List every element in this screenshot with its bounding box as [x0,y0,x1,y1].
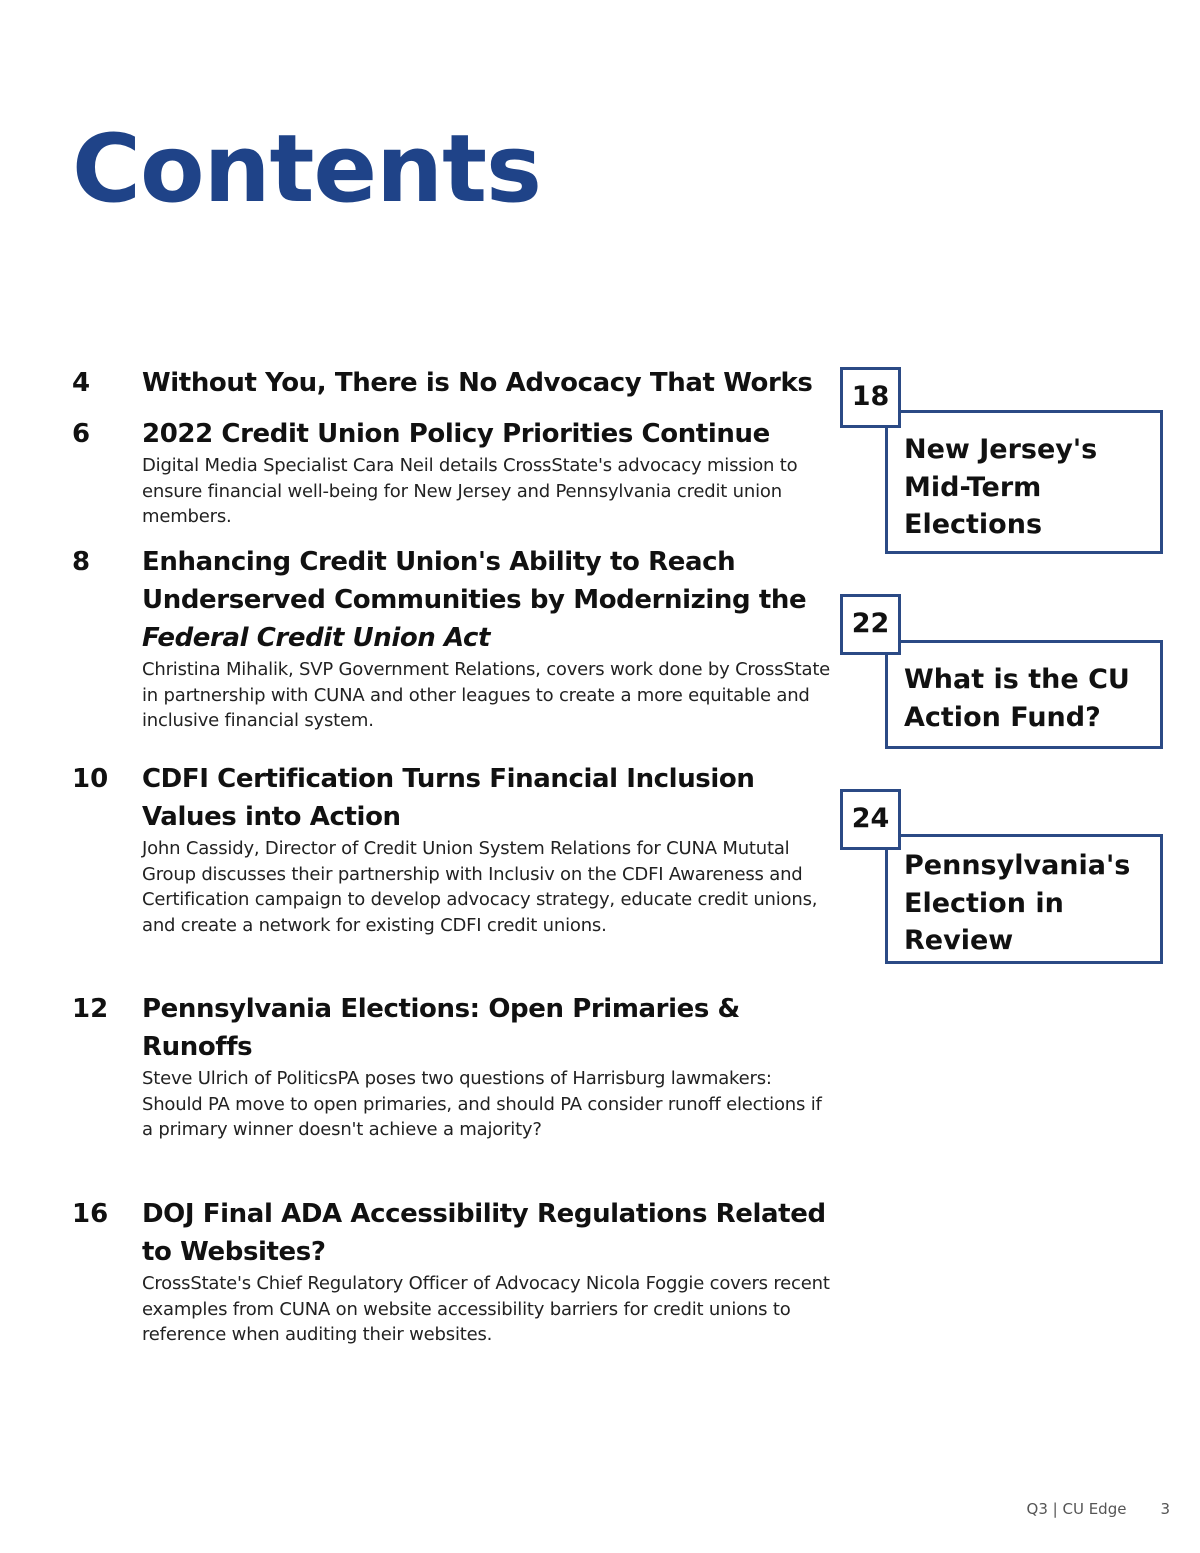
feature-title[interactable]: New Jersey's Mid-Term Elections [904,434,1098,540]
toc-entry-description: Digital Media Specialist Cara Neil details CrossState's advocacy mission to ensure financial well-being for New Jersey and Pennsylvania credit union members. [142,455,798,527]
toc-entry-description: Christina Mihalik, SVP Government Relations, covers work done by CrossState in partnership with CUNA and other leagues to create a more equitable and inclusive financial system. [142,659,831,731]
toc-page-number: 10 [72,764,109,794]
feature-box[interactable] [885,410,1163,554]
toc-entry-title-italic: Federal Credit Union Act [142,623,491,653]
feature-page-badge: 22 [840,594,901,655]
toc-entry-description: CrossState's Chief Regulatory Officer of Advocacy Nicola Foggie covers recent examples from CUNA on website accessibility barriers for credit unions to reference when auditing their websites. [142,1273,830,1345]
toc-entry[interactable] [72,1195,832,1348]
toc-entry[interactable] [72,990,832,1143]
toc-page-number: 6 [72,419,91,449]
toc-entry-title[interactable]: DOJ Final ADA Accessibility Regulations Related to Websites? [142,1199,826,1267]
page-title: Contents [72,115,541,224]
toc-entry-title[interactable]: Enhancing Credit Union's Ability to Reach Underserved Communities by Modernizing the Federal Credit Union Act [142,547,807,653]
toc-entry-title[interactable]: Without You, There is No Advocacy That Works [142,368,813,398]
page-footer [1027,1500,1170,1518]
toc-entry[interactable] [72,760,832,938]
toc-entry[interactable] [72,415,832,530]
feature-title[interactable]: Pennsylvania's Election in Review [904,850,1131,956]
toc-entry[interactable] [72,364,832,402]
toc-entry-title[interactable]: 2022 Credit Union Policy Priorities Continue [142,419,770,449]
feature-page-badge: 24 [840,789,901,850]
feature-page-badge: 18 [840,367,901,428]
feature-box[interactable] [885,834,1163,964]
toc-page-number: 4 [72,368,91,398]
toc-entry[interactable] [72,543,832,734]
toc-entry-description: Steve Ulrich of PoliticsPA poses two questions of Harrisburg lawmakers: Should PA move to open primaries, and should PA consider runoff elections if a primary winner doesn't achieve a majority? [142,1068,822,1140]
feature-box[interactable] [885,640,1163,749]
toc-entry-title[interactable]: Pennsylvania Elections: Open Primaries & Runoffs [142,994,740,1062]
toc-entry-title[interactable]: CDFI Certification Turns Financial Inclusion Values into Action [142,764,755,832]
footer-page-number: 3 [1160,1500,1170,1518]
toc-page-number: 12 [72,994,109,1024]
toc-page-number: 8 [72,547,91,577]
feature-title[interactable]: What is the CU Action Fund? [904,664,1130,733]
toc-page-number: 16 [72,1199,109,1229]
toc-entry-description: John Cassidy, Director of Credit Union System Relations for CUNA Mututal Group discusses their partnership with Inclusiv on the CDFI Awareness and Certification campaign to develop advocacy strategy, educate credit unions, and create a network for existing CDFI credit unions. [142,838,818,936]
footer-issue: Q3 | CU Edge [1026,1500,1127,1518]
